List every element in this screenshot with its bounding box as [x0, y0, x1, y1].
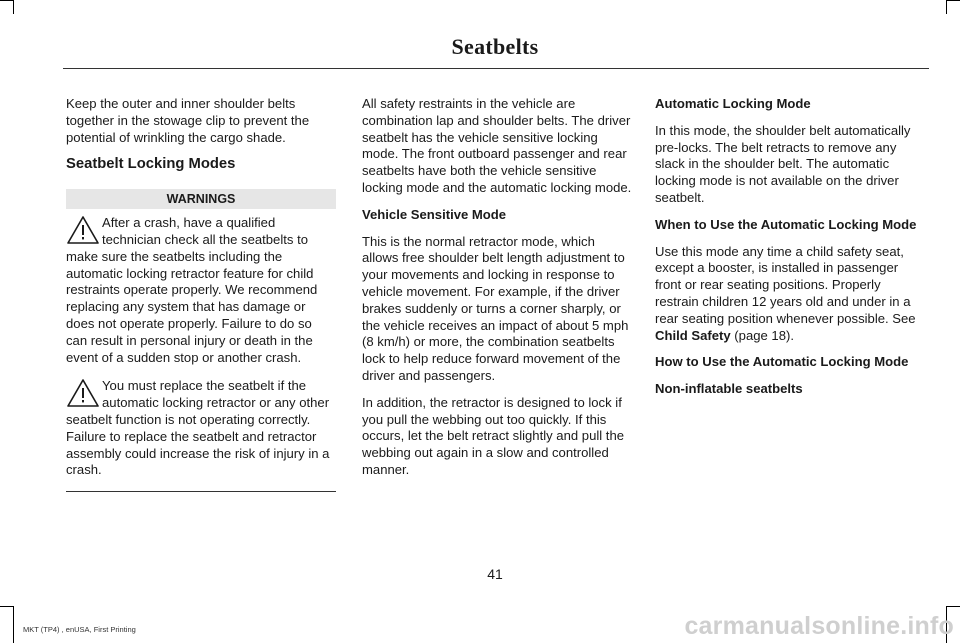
column-middle	[362, 96, 632, 489]
page-reference: (page 18).	[730, 327, 794, 343]
paragraph: In this mode, the shoulder belt automatically pre-locks. The belt retracts to remove any slack in the shoulder belt. The automatic locking mode is not available on the driver seatbelt.	[655, 122, 911, 205]
intro-paragraph: Keep the outer and inner shoulder belts together in the stowage clip to prevent the potential of wrinkling the cargo shade.	[66, 96, 310, 145]
paragraph-text: Use this mode any time a child safety seat, except a booster, is installed in passenger front or rear seating positions. Properly restrain children 12 years old and under in a rear seating position whenever possible. See	[655, 243, 916, 326]
edition-label: MKT (TP4) , enUSA, First Printing	[23, 625, 136, 634]
crop-mark	[946, 606, 960, 607]
paragraph: This is the normal retractor mode, which allows free shoulder belt length adjustment to your movements and locking in response to vehicle movement. For example, if the driver brakes suddenly or turns a corner sharply, or the vehicle receives an impact of about 5 mph (8 km/h) or more, the combination seatbelts lock to help reduce forward movement of the driver and passengers.	[362, 233, 629, 383]
warning-block	[66, 215, 336, 366]
warning-triangle-icon	[66, 378, 100, 408]
subheading-non-inflatable: Non-inflatable seatbelts	[655, 381, 803, 397]
paragraph	[655, 244, 927, 345]
header-divider	[63, 68, 929, 69]
subheading-vehicle-sensitive: Vehicle Sensitive Mode	[362, 206, 507, 222]
watermark: carmanualsonline.info	[684, 612, 954, 640]
paragraph: In addition, the retractor is designed to lock if you pull the webbing out too quickly. If this occurs, let the belt retract slightly and pull the webbing out again in a slow and controlled manner.	[362, 394, 625, 477]
crop-mark	[0, 606, 14, 607]
paragraph: All safety restraints in the vehicle are combination lap and shoulder belts. The driver seatbelt has the vehicle sensitive locking mode. The front outboard passenger and rear seatbelts have both the vehicle sensitive locking mode and the automatic locking mode.	[362, 96, 632, 195]
warning-text: You must replace the seatbelt if the automatic locking retractor or any other seatbelt function is not operating correctly. Failure to replace the seatbelt and retractor assembly could increase the risk of injury in a crash.	[66, 378, 330, 478]
section-heading: Seatbelt Locking Modes	[66, 156, 236, 173]
crop-mark	[13, 0, 14, 14]
crop-mark	[13, 606, 14, 643]
page-title: Seatbelts	[451, 34, 539, 59]
crop-mark	[0, 0, 14, 1]
column-left	[66, 96, 336, 492]
warning-triangle-icon	[66, 215, 100, 245]
warnings-end-divider	[66, 491, 336, 492]
warning-block	[66, 378, 336, 479]
column-right	[655, 96, 927, 408]
page-number: 41	[487, 566, 503, 582]
warning-text: After a crash, have a qualified technician check all the seatbelts to make sure the seatbelts including the automatic locking retractor feature for child restraints operate properly. We recommend replacing any system that has damage or does not operate properly. Failure to do so can result in personal injury or death in the event of a sudden stop or another crash.	[66, 215, 318, 365]
subheading-automatic-locking: Automatic Locking Mode	[655, 96, 811, 111]
subheading-how-to-use: How to Use the Automatic Locking Mode	[655, 354, 909, 370]
warnings-heading: WARNINGS	[66, 189, 336, 209]
cross-reference-link[interactable]: Child Safety	[655, 327, 731, 343]
subheading-when-to-use: When to Use the Automatic Locking Mode	[655, 216, 917, 232]
crop-mark	[946, 0, 947, 14]
crop-mark	[946, 0, 960, 1]
